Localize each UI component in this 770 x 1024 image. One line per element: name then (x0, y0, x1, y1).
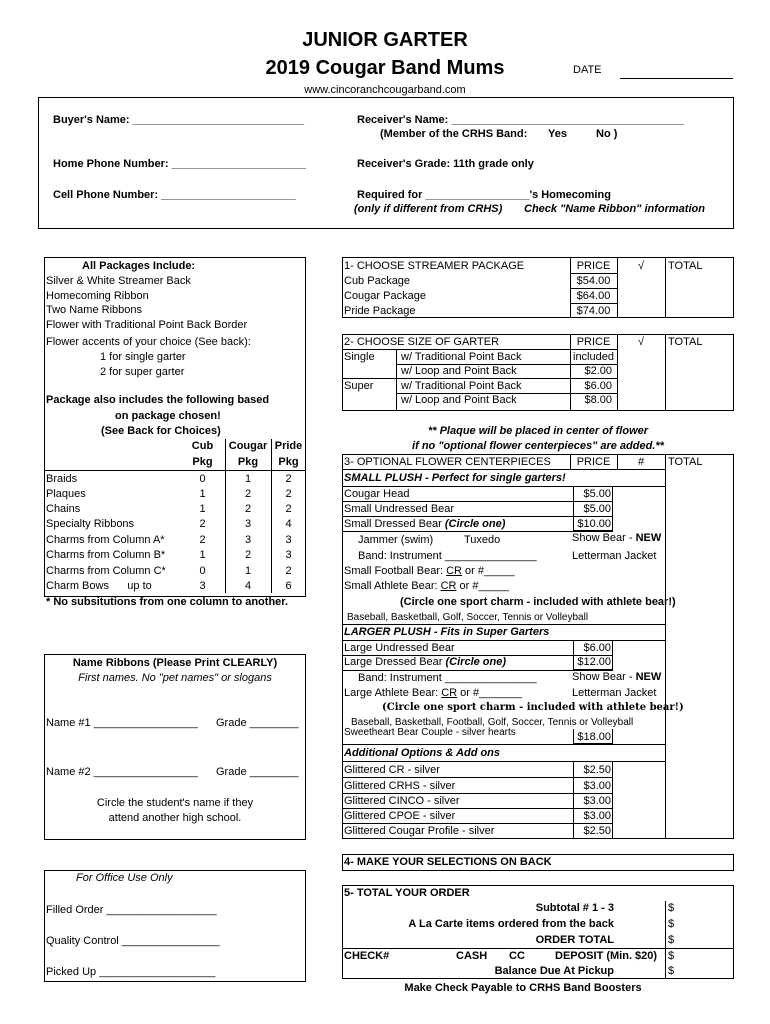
home-phone-field[interactable]: Home Phone Number: ______________________ (53, 158, 307, 170)
cell-phone-field[interactable]: Cell Phone Number: ______________________ (53, 189, 296, 201)
date-label: DATE (573, 64, 602, 76)
col-head-cougar: Pkg (237, 456, 259, 468)
package-item: Flower with Traditional Point Back Border (46, 319, 248, 331)
sport-charm-note: (Circle one sport charm - included with athlete bear!) (400, 596, 676, 608)
dollar[interactable]: $ (668, 950, 675, 962)
number-field[interactable]: or #_______ (457, 687, 522, 699)
price: $74.00 (576, 305, 611, 317)
show-bear-label: Show Bear - (572, 532, 636, 544)
show-bear-large-option[interactable] (572, 670, 661, 684)
centerpieces-heading: 3- OPTIONAL FLOWER CENTERPIECES (344, 456, 551, 468)
name-2-field[interactable]: Name #2 _________________ (46, 766, 198, 778)
number-field[interactable]: or #_____ (462, 565, 515, 577)
row-label: Charm Bows up to (46, 580, 152, 592)
quality-control-field[interactable]: Quality Control ________________ (46, 935, 220, 947)
total-head: TOTAL (668, 260, 703, 272)
circle-one-note: (Circle one) (445, 656, 507, 668)
garter-option[interactable]: w/ Traditional Point Back (401, 380, 522, 392)
price: $64.00 (576, 290, 611, 302)
circle-one-note: (Circle one) (444, 518, 506, 530)
price-head: PRICE (576, 260, 611, 272)
large-athlete-option[interactable] (344, 686, 522, 700)
larger-plush-heading: LARGER PLUSH - Fits in Super Garters (344, 626, 550, 638)
ribbons-sub: First names. No "pet names" or slogans (78, 672, 272, 684)
cougar-head-option[interactable]: Cougar Head (344, 488, 410, 500)
size-super: Super (344, 380, 374, 392)
col-head-cougar: Cougar (228, 440, 268, 452)
website: www.cincoranchcougarband.com (304, 84, 466, 96)
super-garter-note: 2 for super garter (100, 366, 185, 378)
small-football-option[interactable] (344, 564, 515, 578)
price: $6.00 (583, 642, 611, 654)
cr-option[interactable]: CR (440, 580, 457, 592)
large-dressed-label: Large Dressed Bear (344, 656, 443, 668)
sports-list: Baseball, Basketball, Golf, Soccer, Tennis or Volleyball (347, 612, 589, 623)
price: $3.00 (583, 795, 611, 807)
garter-option[interactable]: w/ Traditional Point Back (401, 351, 522, 363)
deposit-label: DEPOSIT (Min. $20) (555, 950, 658, 962)
order-total-label: ORDER TOTAL (535, 934, 614, 946)
balance-label: Balance Due At Pickup (494, 965, 614, 977)
grade-2-field[interactable]: Grade ________ (216, 766, 299, 778)
check-head: √ (637, 260, 645, 272)
cub-value: 0 (199, 565, 206, 577)
row-label: Charms from Column A* (46, 534, 165, 546)
large-dressed-option[interactable] (344, 655, 506, 669)
cash-option[interactable]: CASH (456, 950, 488, 962)
letterman-large-option[interactable]: Letterman Jacket (572, 687, 657, 699)
size-single: Single (344, 351, 375, 363)
garter-option[interactable]: w/ Loop and Point Back (401, 365, 517, 377)
col-head-cub: Pkg (192, 456, 213, 468)
price: $3.00 (583, 810, 611, 822)
football-label: Small Football Bear: (344, 565, 447, 577)
pride-value: 4 (285, 518, 292, 530)
cub-value: 1 (199, 488, 206, 500)
price: $10.00 (577, 518, 611, 530)
price: $3.00 (583, 780, 611, 792)
addons-heading: Additional Options & Add ons (344, 747, 501, 759)
ribbons-heading: Name Ribbons (Please Print CLEARLY) (72, 657, 278, 669)
cub-value: 3 (199, 580, 206, 592)
pride-value: 3 (285, 534, 292, 546)
grid-line (342, 948, 734, 949)
dollar[interactable]: $ (668, 902, 675, 914)
cr-option[interactable]: CR (446, 565, 462, 577)
cougar-value: 2 (244, 488, 252, 500)
receiver-grade: Receiver's Grade: 11th grade only (357, 158, 534, 170)
col-head-pride: Pride (274, 440, 303, 452)
name-1-field[interactable]: Name #1 _________________ (46, 717, 198, 729)
jammer-option[interactable]: Jammer (swim) (358, 534, 434, 546)
plaque-note-1: ** Plaque will be placed in center of flower (427, 425, 649, 437)
price: $2.50 (583, 764, 611, 776)
subtotal-label: Subtotal # 1 - 3 (535, 902, 614, 914)
substitution-note: * No subsitutions from one column to another. (46, 596, 289, 608)
grid-line (665, 257, 666, 318)
pride-value: 2 (285, 503, 292, 515)
number-field[interactable]: or #_____ (456, 580, 510, 592)
cougar-value: 3 (244, 534, 252, 546)
band-instrument-field[interactable]: Band: Instrument _______________ (358, 550, 537, 562)
small-athlete-option[interactable] (344, 579, 509, 593)
total-head: TOTAL (668, 336, 703, 348)
small-dressed-option[interactable] (344, 517, 505, 531)
cc-option[interactable]: CC (509, 950, 525, 962)
filled-order-field[interactable]: Filled Order __________________ (46, 904, 217, 916)
new-badge: NEW (635, 671, 662, 683)
garter-option[interactable]: w/ Loop and Point Back (401, 394, 517, 406)
price: $54.00 (576, 275, 611, 287)
grid-line (665, 334, 666, 411)
alacarte-label: A La Carte items ordered from the back (408, 918, 614, 930)
page-subtitle: 2019 Cougar Band Mums (265, 57, 505, 79)
check-head: √ (637, 336, 645, 348)
grid-line (665, 901, 666, 979)
circle-note-1: Circle the student's name if they (96, 797, 254, 809)
col-head-pride: Pkg (278, 456, 299, 468)
grid-line (342, 777, 613, 778)
total-head: TOTAL (668, 456, 703, 468)
row-label: Charms from Column B* (46, 549, 166, 561)
flower-accents: Flower accents of your choice (See back): (46, 336, 251, 348)
price: $12.00 (577, 656, 611, 668)
price: $5.00 (583, 503, 611, 515)
price-head: PRICE (576, 456, 611, 468)
col-head-cub: Cub (191, 440, 214, 452)
required-for-field[interactable]: Required for _________________'s Homecoming (357, 189, 611, 201)
page-title: JUNIOR GARTER (302, 29, 468, 51)
buyer-name-field[interactable]: Buyer's Name: ____________________________ (53, 114, 304, 126)
count-head: # (637, 456, 645, 468)
row-label: Chains (46, 503, 81, 515)
cub-value: 2 (199, 534, 206, 546)
row-label: Braids (46, 473, 78, 485)
grid-line (342, 761, 665, 762)
streamer-heading: 1- CHOOSE STREAMER PACKAGE (344, 260, 525, 272)
cougar-value: 1 (244, 565, 252, 577)
streamer-option-pride[interactable]: Pride Package (344, 305, 416, 317)
office-heading: For Office Use Only (76, 872, 173, 884)
total-order-heading: 5- TOTAL YOUR ORDER (344, 887, 470, 899)
row-label: Specialty Ribbons (46, 518, 135, 530)
new-badge: NEW (635, 532, 662, 544)
price-head: PRICE (576, 336, 611, 348)
small-dressed-label: Small Dressed Bear (344, 518, 442, 530)
dollar[interactable]: $ (668, 918, 675, 930)
row-label: Plaques (46, 488, 86, 500)
cub-value: 1 (199, 503, 206, 515)
cougar-value: 2 (244, 503, 252, 515)
member-question: (Member of the CRHS Band: (380, 128, 528, 140)
addon-option[interactable]: Glittered CR - silver (344, 764, 440, 776)
letterman-option[interactable]: Letterman Jacket (572, 550, 657, 562)
plaque-note-2: if no "optional flower centerpieces" are added.** (412, 440, 664, 452)
grade-1-field[interactable]: Grade ________ (216, 717, 299, 729)
cub-value: 2 (199, 518, 206, 530)
band-instrument-large-field[interactable]: Band: Instrument _______________ (358, 672, 537, 684)
receiver-name-field[interactable]: Receiver's Name: ______________________________________ (357, 114, 684, 126)
pride-value: 2 (285, 473, 292, 485)
pride-value: 2 (285, 565, 292, 577)
grid-line (342, 469, 665, 470)
grid-line (665, 454, 666, 839)
large-athlete-label: Large Athlete Bear: (344, 687, 442, 699)
streamer-option-cougar[interactable]: Cougar Package (344, 290, 426, 302)
show-bear-label: Show Bear - (572, 671, 636, 683)
price: $2.00 (584, 365, 612, 377)
check-ribbon-note: Check "Name Ribbon" information (524, 203, 705, 215)
packages-heading: All Packages Include: (82, 260, 196, 272)
athlete-label: Small Athlete Bear: (344, 580, 441, 592)
dollar[interactable]: $ (668, 934, 675, 946)
streamer-option-cub[interactable]: Cub Package (344, 275, 411, 287)
cr-option[interactable]: CR (441, 687, 458, 699)
if-different-note: (only if different from CRHS) (354, 203, 503, 215)
cougar-value: 2 (244, 549, 252, 561)
package-item: Two Name Ribbons (46, 304, 142, 316)
cougar-value: 3 (244, 518, 252, 530)
cub-value: 1 (199, 549, 206, 561)
tuxedo-option[interactable]: Tuxedo (464, 534, 501, 546)
single-garter-note: 1 for single garter (100, 351, 186, 363)
picked-up-field[interactable]: Picked Up ___________________ (46, 966, 216, 978)
addon-option[interactable]: Glittered CRHS - silver (344, 780, 456, 792)
member-yes-option[interactable]: Yes (548, 128, 567, 140)
grid-line (342, 744, 665, 745)
grid-line (396, 349, 397, 411)
garter-heading: 2- CHOOSE SIZE OF GARTER (344, 336, 500, 348)
price: $8.00 (584, 394, 612, 406)
cougar-value: 4 (244, 580, 252, 592)
sport-charm-note-large: (Circle one sport charm - included with athlete bear!) (382, 702, 684, 713)
cub-value: 0 (199, 473, 206, 485)
circle-note-2: attend another high school. (108, 812, 242, 824)
sweetheart-option[interactable]: Sweetheart Bear Couple - silver hearts (344, 727, 516, 736)
addon-option[interactable]: Glittered Cougar Profile - silver (344, 825, 495, 837)
price: $6.00 (584, 380, 612, 392)
row-label: Charms from Column C* (46, 565, 166, 577)
grid-line (44, 470, 306, 471)
addon-option[interactable]: Glittered CPOE - silver (344, 810, 456, 822)
addon-option[interactable]: Glittered CINCO - silver (344, 795, 460, 807)
package-item: Silver & White Streamer Back (46, 275, 191, 287)
pride-value: 2 (285, 488, 292, 500)
dollar[interactable]: $ (668, 965, 675, 977)
sports-list-large: Baseball, Basketball, Football, Golf, Soccer, Tennis or Volleyball (351, 717, 634, 728)
selections-heading: 4- MAKE YOUR SELECTIONS ON BACK (344, 856, 552, 868)
also-includes-3: (See Back for Choices) (101, 425, 221, 437)
pride-value: 6 (285, 580, 292, 592)
also-includes-1: Package also includes the following based (46, 394, 270, 406)
show-bear-option[interactable] (572, 531, 661, 545)
cougar-value: 1 (244, 473, 252, 485)
date-line[interactable] (620, 78, 733, 79)
also-includes-2: on package chosen! (115, 410, 221, 422)
small-undressed-option[interactable]: Small Undressed Bear (344, 503, 455, 515)
small-plush-heading: SMALL PLUSH - Perfect for single garters! (344, 472, 566, 484)
price: $18.00 (577, 731, 611, 743)
price: $5.00 (583, 488, 611, 500)
package-item: Homecoming Ribbon (46, 290, 149, 302)
payable-note: Make Check Payable to CRHS Band Boosters (404, 982, 642, 994)
check-number-field[interactable]: CHECK# (344, 950, 390, 962)
member-no-option[interactable]: No ) (596, 128, 618, 140)
pride-value: 3 (285, 549, 292, 561)
large-undressed-option[interactable]: Large Undressed Bear (344, 642, 455, 654)
price: included (573, 351, 614, 363)
price: $2.50 (583, 825, 611, 837)
